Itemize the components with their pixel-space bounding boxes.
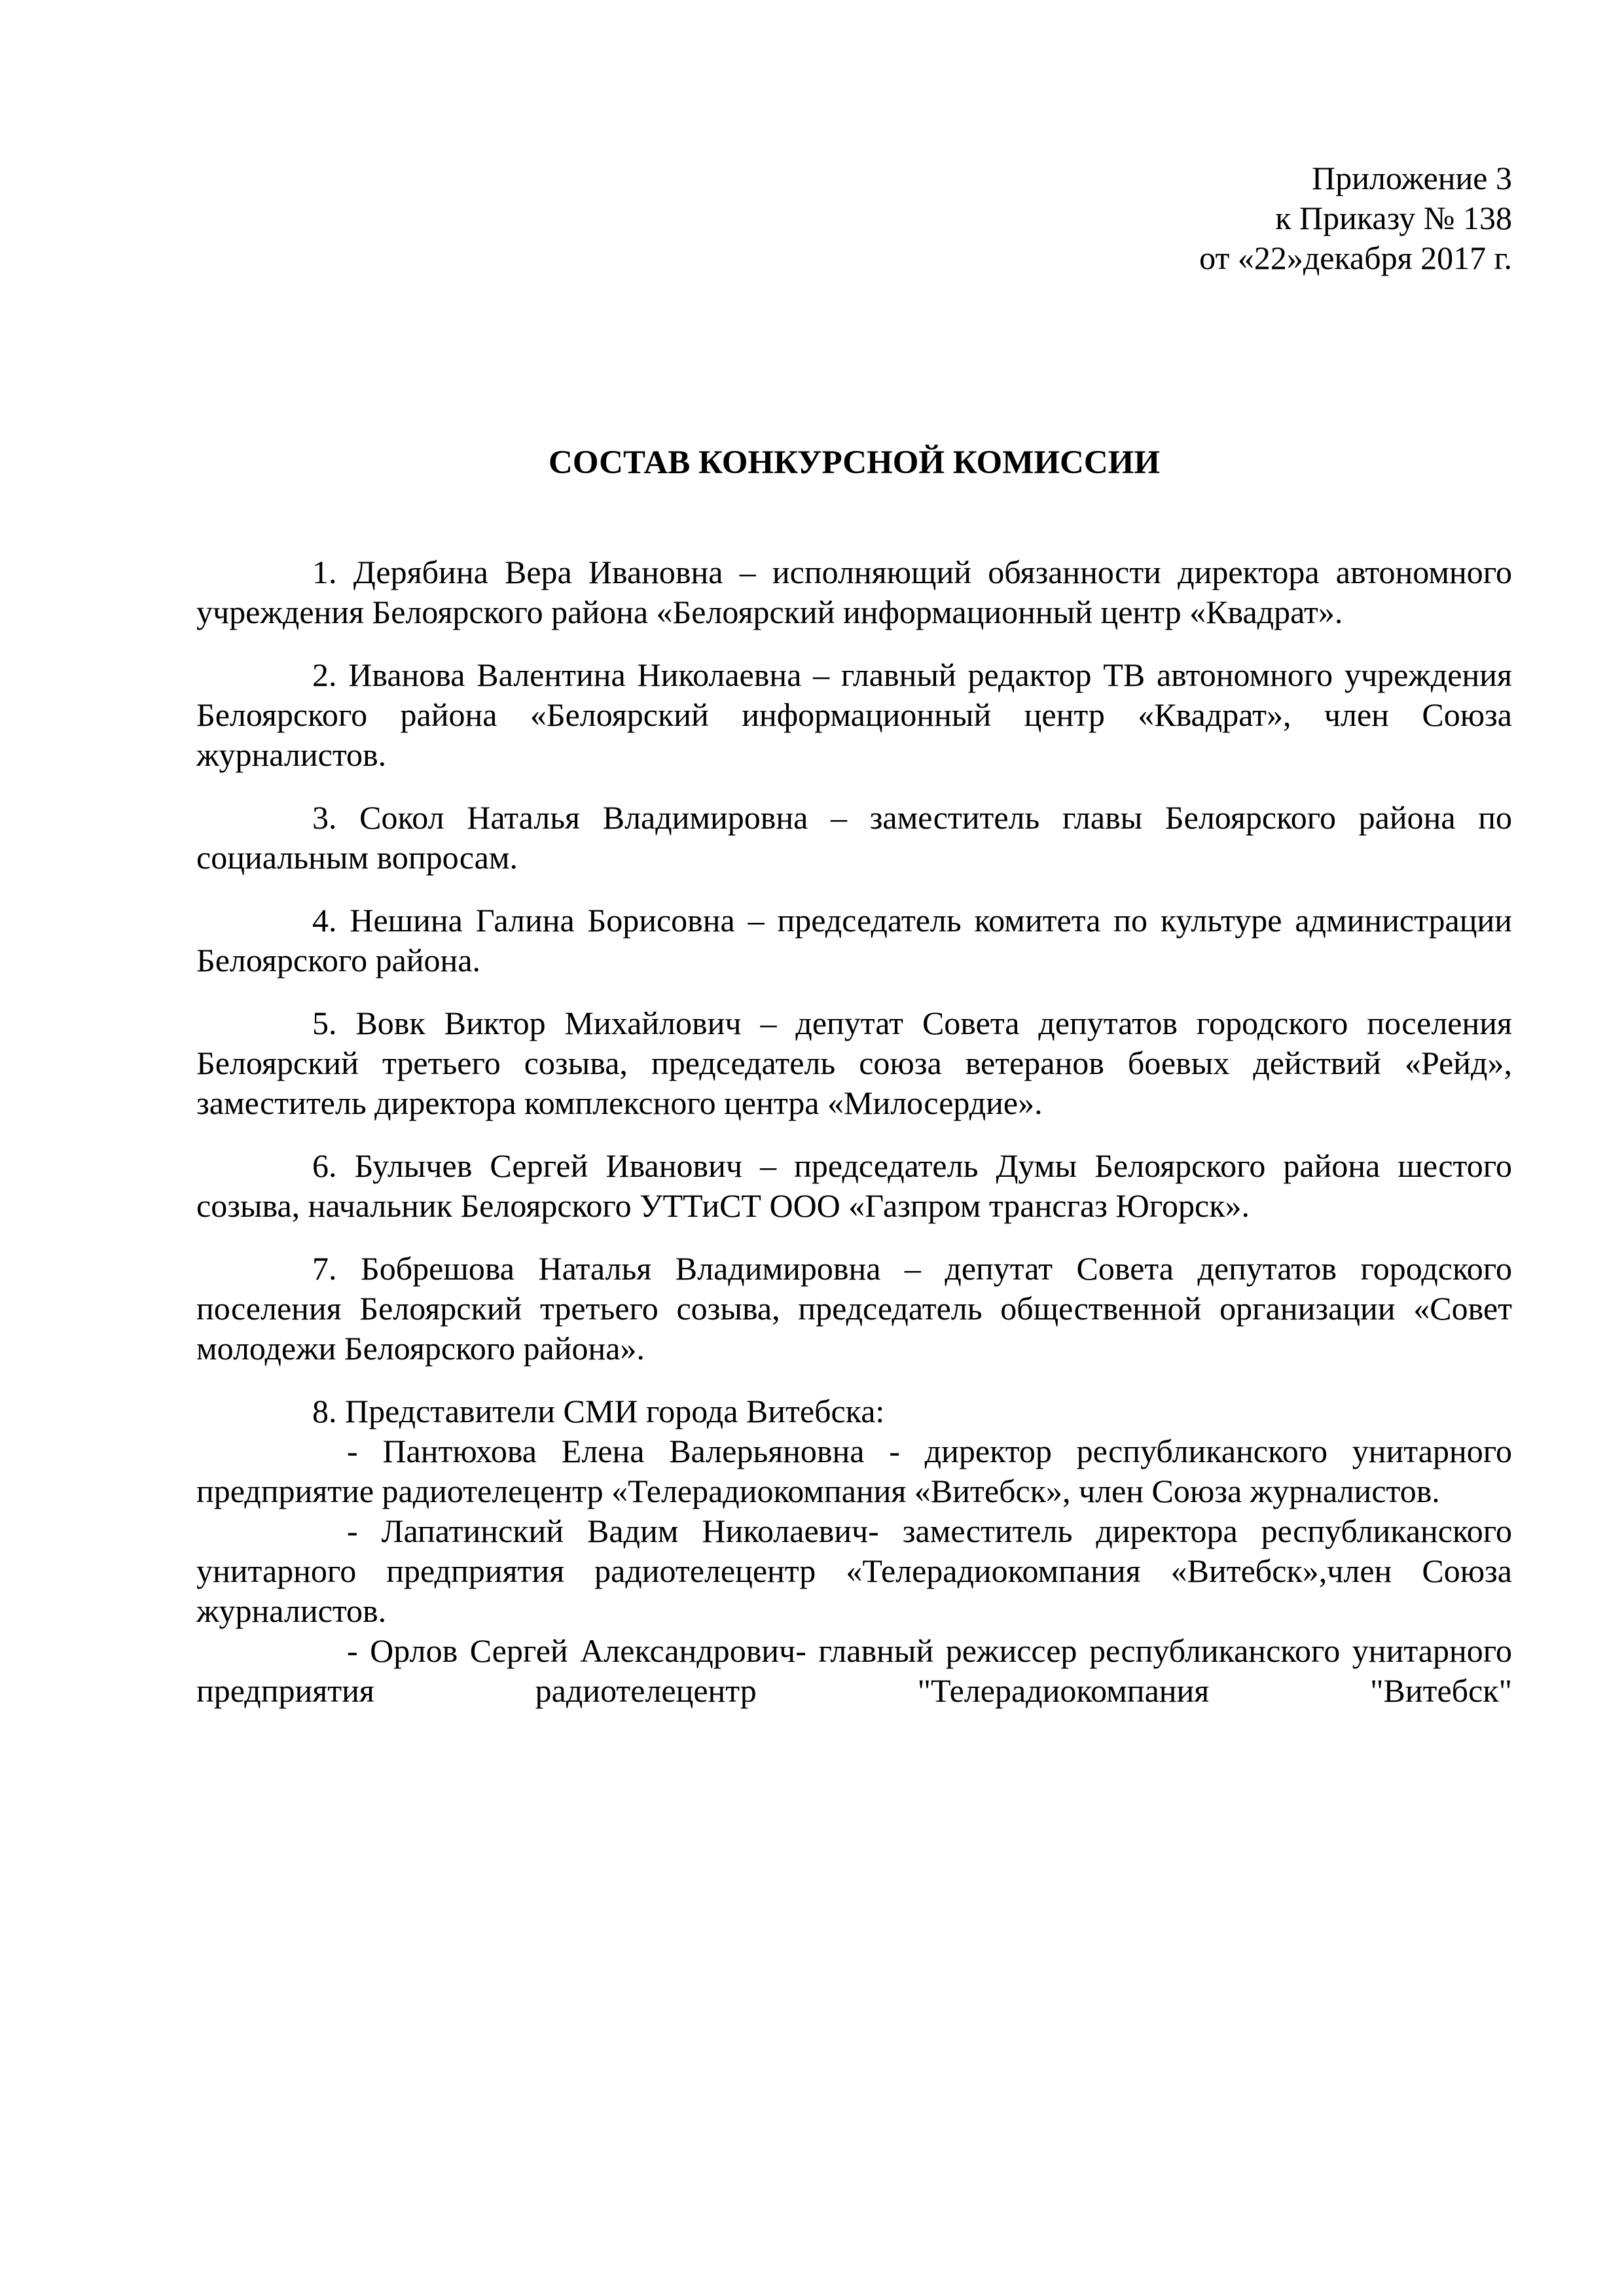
commission-member-item: 7. Бобрешова Наталья Владимировна – депутат Совета депутатов городского поселения Белоярский третьего созыва, председатель общественной организации «Совет молодежи Белоярского района». xyxy=(196,1250,1512,1367)
annex-reference xyxy=(196,158,1512,278)
commission-member-list xyxy=(196,552,1512,1711)
commission-member-item: 5. Вовк Виктор Михайлович – депутат Совета депутатов городского поселения Белоярский третьего созыва, председатель союза ветеранов боевых действий «Рейд», заместитель директора комплексного центра «Милосердие». xyxy=(196,1005,1512,1121)
media-representative-item: - Орлов Сергей Александрович- главный режиссер республиканского унитарного предприятия радиотелецентр "Телерадиокомпания "Витебск" xyxy=(196,1632,1512,1709)
commission-member-item: 1. Дерябина Вера Ивановна – исполняющий обязанности директора автономного учреждения Белоярского района «Белоярский информационный центр «Квадрат». xyxy=(196,554,1512,630)
annex-line: от «22»декабря 2017 г. xyxy=(1199,240,1512,276)
annex-line: к Приказу № 138 xyxy=(1275,200,1512,236)
media-representatives-heading: 8. Представители СМИ города Витебска: xyxy=(312,1393,885,1429)
commission-member-item: 2. Иванова Валентина Николаевна – главный редактор ТВ автономного учреждения Белоярского района «Белоярский информационный центр «Квадрат», член Союза журналистов. xyxy=(196,656,1512,773)
commission-member-item: 3. Сокол Наталья Владимировна – заместитель главы Белоярского района по социальным вопросам. xyxy=(196,799,1512,876)
media-representative-item: - Лапатинский Вадим Николаевич- заместитель директора республиканского унитарного предприятия радиотелецентр «Телерадиокомпания «Витебск»,член Союза журналистов. xyxy=(196,1513,1512,1629)
annex-line: Приложение 3 xyxy=(1312,160,1512,196)
document-title: СОСТАВ КОНКУРСНОЙ КОМИССИИ xyxy=(548,444,1160,481)
commission-member-item: 4. Нешина Галина Борисовна – председатель комитета по культуре администрации Белоярского района. xyxy=(196,902,1512,978)
commission-member-item: 6. Булычев Сергей Иванович – председатель Думы Белоярского района шестого созыва, начальник Белоярского УТТиСТ ООО «Газпром трансгаз Югорск». xyxy=(196,1147,1512,1224)
media-representative-item: - Пантюхова Елена Валерьяновна - директор республиканского унитарного предприятие радиотелецентр «Телерадиокомпания «Витебск», член Союза журналистов. xyxy=(196,1433,1512,1509)
